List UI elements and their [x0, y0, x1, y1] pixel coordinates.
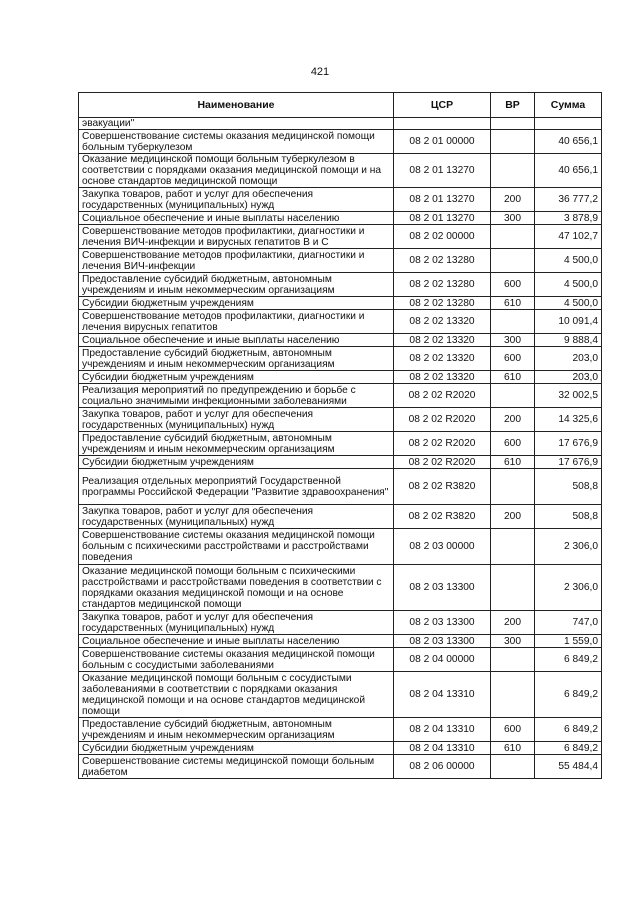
row-vr: 300: [491, 635, 535, 648]
row-csr: 08 2 06 00000: [394, 755, 491, 779]
table-row: [79, 130, 602, 154]
table-row: [79, 273, 602, 297]
row-name: Закупка товаров, работ и услуг для обеспечения государственных (муниципальных) нужд: [79, 408, 394, 432]
row-name: Субсидии бюджетным учреждениям: [79, 297, 394, 310]
row-sum: 10 091,4: [535, 310, 602, 334]
row-csr: 08 2 01 13270: [394, 154, 491, 188]
table-row: [79, 334, 602, 347]
table-row: [79, 456, 602, 469]
table-row: [79, 297, 602, 310]
row-vr: 600: [491, 273, 535, 297]
table-row: [79, 249, 602, 273]
row-csr: 08 2 02 13320: [394, 334, 491, 347]
row-vr: [491, 648, 535, 672]
table-row: [79, 347, 602, 371]
row-name: Социальное обеспечение и иные выплаты населению: [79, 212, 394, 225]
table-row: [79, 154, 602, 188]
row-name: Предоставление субсидий бюджетным, автономным учреждениям и иным некоммерческим организациям: [79, 273, 394, 297]
table-row: [79, 432, 602, 456]
table-row: [79, 384, 602, 408]
row-csr: 08 2 02 R2020: [394, 432, 491, 456]
row-sum: 508,8: [535, 469, 602, 505]
row-sum: 40 656,1: [535, 130, 602, 154]
row-sum: 747,0: [535, 611, 602, 635]
row-sum: 6 849,2: [535, 648, 602, 672]
row-sum: [535, 118, 602, 130]
row-sum: 17 676,9: [535, 432, 602, 456]
row-name: Реализация отдельных мероприятий Государственной программы Российской Федерации "Развитие здравоохранения": [79, 469, 394, 505]
table-row: [79, 505, 602, 529]
table-row: [79, 310, 602, 334]
table-row: [79, 408, 602, 432]
row-vr: 610: [491, 742, 535, 755]
row-name: Социальное обеспечение и иные выплаты населению: [79, 334, 394, 347]
row-name: Закупка товаров, работ и услуг для обеспечения государственных (муниципальных) нужд: [79, 611, 394, 635]
table-row: [79, 672, 602, 718]
row-vr: [491, 672, 535, 718]
row-vr: [491, 310, 535, 334]
row-sum: 2 306,0: [535, 565, 602, 611]
row-vr: 200: [491, 188, 535, 212]
budget-table: [78, 92, 602, 779]
header-vr: ВР: [491, 93, 535, 118]
row-name: Субсидии бюджетным учреждениям: [79, 742, 394, 755]
row-name: эвакуации": [79, 118, 394, 130]
row-sum: 40 656,1: [535, 154, 602, 188]
row-csr: 08 2 01 13270: [394, 188, 491, 212]
row-name: Субсидии бюджетным учреждениям: [79, 456, 394, 469]
row-sum: 17 676,9: [535, 456, 602, 469]
table-row: [79, 188, 602, 212]
row-sum: 1 559,0: [535, 635, 602, 648]
row-csr: 08 2 03 13300: [394, 635, 491, 648]
row-csr: 08 2 01 00000: [394, 130, 491, 154]
row-sum: 6 849,2: [535, 672, 602, 718]
table-row: [79, 565, 602, 611]
row-csr: 08 2 02 R2020: [394, 456, 491, 469]
row-vr: [491, 755, 535, 779]
row-name: Социальное обеспечение и иные выплаты населению: [79, 635, 394, 648]
row-vr: [491, 130, 535, 154]
row-sum: 6 849,2: [535, 718, 602, 742]
row-name: Совершенствование методов профилактики, диагностики и лечения вирусных гепатитов: [79, 310, 394, 334]
row-name: Предоставление субсидий бюджетным, автономным учреждениям и иным некоммерческим организациям: [79, 432, 394, 456]
table-row: [79, 611, 602, 635]
row-sum: 36 777,2: [535, 188, 602, 212]
row-name: Совершенствование системы оказания медицинской помощи больным с психическими расстройствами и расстройствами поведения: [79, 529, 394, 565]
header-csr: ЦСР: [394, 93, 491, 118]
table-row: [79, 718, 602, 742]
table-row: [79, 648, 602, 672]
row-name: Предоставление субсидий бюджетным, автономным учреждениям и иным некоммерческим организациям: [79, 718, 394, 742]
row-name: Совершенствование системы оказания медицинской помощи больным туберкулезом: [79, 130, 394, 154]
row-vr: [491, 249, 535, 273]
row-csr: 08 2 02 R2020: [394, 408, 491, 432]
row-vr: 300: [491, 212, 535, 225]
row-vr: [491, 565, 535, 611]
row-csr: 08 2 03 00000: [394, 529, 491, 565]
row-vr: [491, 225, 535, 249]
row-vr: 610: [491, 456, 535, 469]
row-name: Реализация мероприятий по предупреждению и борьбе с социально значимыми инфекционными заболеваниями: [79, 384, 394, 408]
row-sum: 47 102,7: [535, 225, 602, 249]
row-sum: 9 888,4: [535, 334, 602, 347]
table-row: [79, 635, 602, 648]
row-vr: 610: [491, 297, 535, 310]
table-row: [79, 371, 602, 384]
row-csr: 08 2 02 13280: [394, 297, 491, 310]
row-vr: 200: [491, 505, 535, 529]
row-name: Совершенствование методов профилактики, диагностики и лечения ВИЧ-инфекции: [79, 249, 394, 273]
row-name: Закупка товаров, работ и услуг для обеспечения государственных (муниципальных) нужд: [79, 188, 394, 212]
row-vr: 610: [491, 371, 535, 384]
table-row: [79, 118, 602, 130]
row-csr: 08 2 02 13280: [394, 273, 491, 297]
row-csr: 08 2 04 13310: [394, 718, 491, 742]
row-name: Субсидии бюджетным учреждениям: [79, 371, 394, 384]
row-vr: [491, 469, 535, 505]
row-sum: 4 500,0: [535, 297, 602, 310]
row-sum: 203,0: [535, 347, 602, 371]
row-name: Оказание медицинской помощи больным с сосудистыми заболеваниями в соответствии с порядками оказания медицинской помощи и на основе стандартов медицинской помощи: [79, 672, 394, 718]
row-csr: 08 2 04 13310: [394, 672, 491, 718]
table-row: [79, 742, 602, 755]
table-header-row: [79, 93, 602, 118]
row-sum: 508,8: [535, 505, 602, 529]
row-name: Совершенствование системы оказания медицинской помощи больным с сосудистыми заболеваниями: [79, 648, 394, 672]
row-csr: 08 2 01 13270: [394, 212, 491, 225]
row-sum: 2 306,0: [535, 529, 602, 565]
row-name: Предоставление субсидий бюджетным, автономным учреждениям и иным некоммерческим организациям: [79, 347, 394, 371]
row-sum: 6 849,2: [535, 742, 602, 755]
table-row: [79, 225, 602, 249]
row-vr: 300: [491, 334, 535, 347]
row-csr: 08 2 02 13320: [394, 310, 491, 334]
row-csr: 08 2 02 13280: [394, 249, 491, 273]
row-name: Оказание медицинской помощи больным с психическими расстройствами и расстройствами поведения в соответствии с порядками оказания медицинской помощи и на основе стандартов медицинской помощи: [79, 565, 394, 611]
row-sum: 14 325,6: [535, 408, 602, 432]
row-sum: 32 002,5: [535, 384, 602, 408]
row-sum: 203,0: [535, 371, 602, 384]
row-sum: 4 500,0: [535, 249, 602, 273]
table-row: [79, 212, 602, 225]
row-vr: 600: [491, 432, 535, 456]
row-name: Закупка товаров, работ и услуг для обеспечения государственных (муниципальных) нужд: [79, 505, 394, 529]
row-csr: 08 2 04 13310: [394, 742, 491, 755]
row-vr: [491, 118, 535, 130]
row-csr: 08 2 02 R3820: [394, 505, 491, 529]
row-vr: 600: [491, 718, 535, 742]
row-name: Оказание медицинской помощи больным туберкулезом в соответствии с порядками оказания медицинской помощи и на основе стандартов медицинской помощи: [79, 154, 394, 188]
row-sum: 55 484,4: [535, 755, 602, 779]
row-name: Совершенствование системы медицинской помощи больным диабетом: [79, 755, 394, 779]
row-csr: [394, 118, 491, 130]
row-vr: [491, 529, 535, 565]
table-row: [79, 529, 602, 565]
row-csr: 08 2 02 R2020: [394, 384, 491, 408]
header-sum: Сумма: [535, 93, 602, 118]
table-row: [79, 469, 602, 505]
page-number: 421: [310, 66, 330, 78]
row-vr: [491, 154, 535, 188]
header-name: Наименование: [79, 93, 394, 118]
row-csr: 08 2 03 13300: [394, 611, 491, 635]
row-vr: 600: [491, 347, 535, 371]
row-name: Совершенствование методов профилактики, диагностики и лечения ВИЧ-инфекции и вирусных гепатитов В и С: [79, 225, 394, 249]
row-sum: 3 878,9: [535, 212, 602, 225]
row-csr: 08 2 04 00000: [394, 648, 491, 672]
row-csr: 08 2 02 R3820: [394, 469, 491, 505]
row-csr: 08 2 02 13320: [394, 347, 491, 371]
row-csr: 08 2 03 13300: [394, 565, 491, 611]
row-vr: 200: [491, 408, 535, 432]
row-vr: [491, 384, 535, 408]
row-csr: 08 2 02 13320: [394, 371, 491, 384]
row-csr: 08 2 02 00000: [394, 225, 491, 249]
row-vr: 200: [491, 611, 535, 635]
table-row: [79, 755, 602, 779]
row-sum: 4 500,0: [535, 273, 602, 297]
